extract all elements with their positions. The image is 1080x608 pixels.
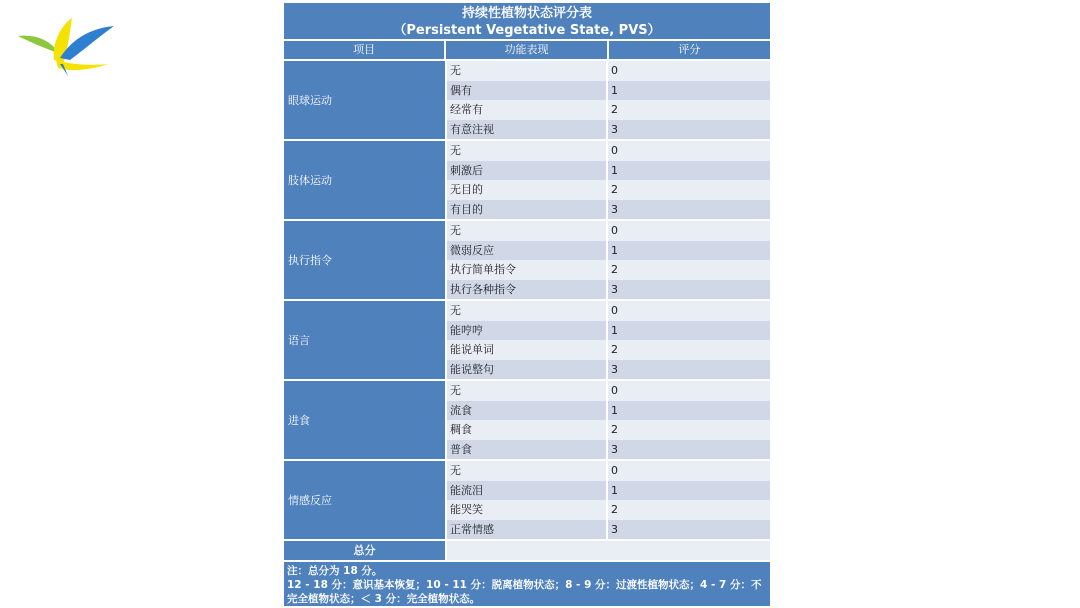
table-row	[445, 61, 770, 81]
total-value-cell	[445, 541, 770, 560]
function-cell: 稠食	[445, 420, 606, 440]
group-rows	[445, 301, 770, 379]
table-row	[445, 241, 770, 261]
function-cell: 无	[445, 141, 606, 161]
table-row	[445, 141, 770, 161]
table-group	[284, 301, 770, 381]
function-cell: 能哼哼	[445, 321, 606, 341]
table-group	[284, 461, 770, 541]
group-name: 情感反应	[284, 461, 445, 539]
function-cell: 无	[445, 461, 606, 481]
table-row	[445, 440, 770, 460]
table-row	[445, 200, 770, 220]
pvs-table	[284, 3, 770, 606]
score-cell: 3	[606, 280, 770, 300]
header-score: 评分	[607, 41, 770, 59]
group-name: 进食	[284, 381, 445, 459]
group-rows	[445, 461, 770, 539]
score-cell: 0	[606, 221, 770, 241]
table-row	[445, 260, 770, 280]
table-row	[445, 461, 770, 481]
note-line-1: 注：总分为 18 分。	[287, 565, 383, 577]
score-cell: 3	[606, 440, 770, 460]
table-group	[284, 141, 770, 221]
table-row	[445, 120, 770, 140]
table-title	[284, 3, 770, 41]
group-name: 眼球运动	[284, 61, 445, 139]
group-name: 语言	[284, 301, 445, 379]
function-cell: 偶有	[445, 81, 606, 101]
function-cell: 执行简单指令	[445, 260, 606, 280]
table-row	[445, 520, 770, 540]
logo	[16, 14, 116, 78]
score-cell: 3	[606, 360, 770, 380]
table-row	[445, 221, 770, 241]
function-cell: 无	[445, 221, 606, 241]
total-row	[284, 541, 770, 562]
score-cell: 0	[606, 301, 770, 321]
table-row	[445, 280, 770, 300]
table-row	[445, 340, 770, 360]
table-row	[445, 81, 770, 101]
function-cell: 执行各种指令	[445, 280, 606, 300]
score-cell: 3	[606, 520, 770, 540]
function-cell: 能说单词	[445, 340, 606, 360]
score-cell: 2	[606, 260, 770, 280]
score-cell: 1	[606, 321, 770, 341]
table-header-row	[284, 41, 770, 61]
function-cell: 无目的	[445, 180, 606, 200]
group-rows	[445, 61, 770, 139]
score-cell: 2	[606, 100, 770, 120]
score-cell: 3	[606, 120, 770, 140]
table-row	[445, 401, 770, 421]
score-cell: 1	[606, 81, 770, 101]
score-cell: 0	[606, 141, 770, 161]
score-cell: 2	[606, 180, 770, 200]
score-cell: 1	[606, 241, 770, 261]
table-row	[445, 180, 770, 200]
table-row	[445, 100, 770, 120]
total-label: 总分	[284, 541, 445, 560]
score-cell: 2	[606, 500, 770, 520]
title-chinese: 持续性植物状态评分表	[461, 6, 592, 21]
function-cell: 无	[445, 61, 606, 81]
score-cell: 1	[606, 481, 770, 501]
function-cell: 流食	[445, 401, 606, 421]
score-cell: 2	[606, 420, 770, 440]
function-cell: 正常情感	[445, 520, 606, 540]
table-group	[284, 61, 770, 141]
table-body	[284, 61, 770, 541]
function-cell: 普食	[445, 440, 606, 460]
score-cell: 0	[606, 61, 770, 81]
table-row	[445, 321, 770, 341]
table-row	[445, 360, 770, 380]
function-cell: 微弱反应	[445, 241, 606, 261]
function-cell: 无	[445, 301, 606, 321]
group-rows	[445, 141, 770, 219]
group-name: 执行指令	[284, 221, 445, 299]
group-name: 肢体运动	[284, 141, 445, 219]
function-cell: 能说整句	[445, 360, 606, 380]
score-cell: 0	[606, 461, 770, 481]
group-rows	[445, 221, 770, 299]
group-rows	[445, 381, 770, 459]
table-row	[445, 381, 770, 401]
function-cell: 无	[445, 381, 606, 401]
table-row	[445, 161, 770, 181]
function-cell: 经常有	[445, 100, 606, 120]
score-note	[284, 562, 770, 606]
function-cell: 能流泪	[445, 481, 606, 501]
table-group	[284, 221, 770, 301]
table-row	[445, 500, 770, 520]
header-item: 项目	[353, 43, 376, 56]
function-cell: 有目的	[445, 200, 606, 220]
score-cell: 3	[606, 200, 770, 220]
function-cell: 能哭笑	[445, 500, 606, 520]
function-cell: 刺激后	[445, 161, 606, 181]
title-english: （Persistent Vegetative State, PVS）	[393, 23, 661, 38]
table-group	[284, 381, 770, 461]
score-cell: 0	[606, 381, 770, 401]
score-cell: 1	[606, 401, 770, 421]
table-row	[445, 481, 770, 501]
function-cell: 有意注视	[445, 120, 606, 140]
note-line-2: 12 - 18 分：意识基本恢复；10 - 11 分：脱离植物状态；8 - 9 分：过渡性植物状态；4 - 7 分：不完全植物状态；＜ 3 分：完全植物状态。	[287, 579, 762, 605]
score-cell: 1	[606, 161, 770, 181]
score-cell: 2	[606, 340, 770, 360]
table-row	[445, 301, 770, 321]
header-function: 功能表现	[444, 41, 606, 59]
table-row	[445, 420, 770, 440]
